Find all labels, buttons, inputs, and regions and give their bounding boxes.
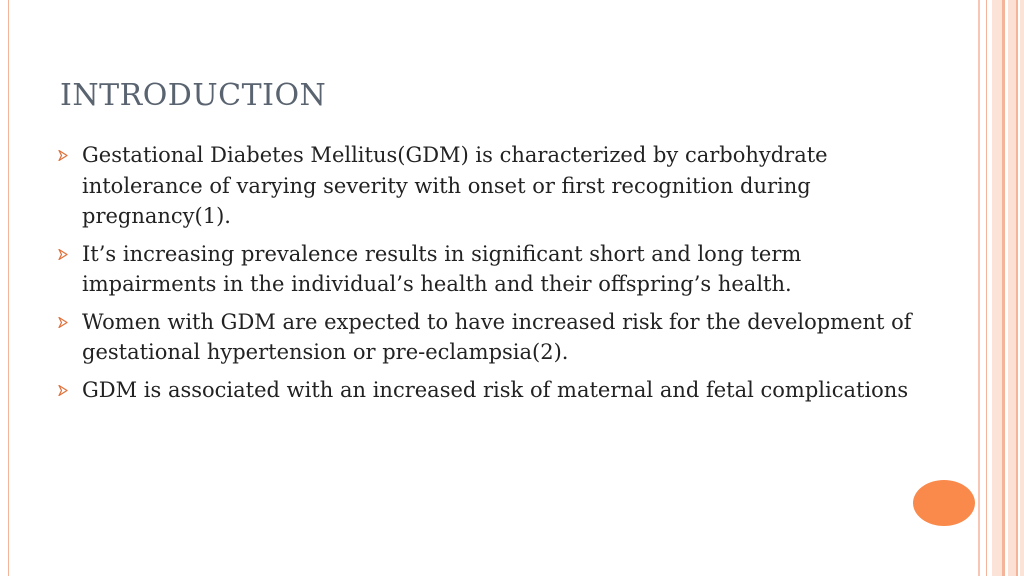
stripe [1016, 0, 1018, 576]
arrow-bullet-icon [58, 140, 82, 162]
list-item [58, 239, 938, 300]
stripe [992, 0, 1002, 576]
stripe [1008, 0, 1016, 576]
bullet-text: Gestational Diabetes Mellitus(GDM) is characterized by carbohydrate intolerance of varying severity with onset or first recognition during pregnancy(1). [82, 143, 828, 228]
list-item [58, 140, 938, 232]
stripe [1020, 0, 1024, 576]
right-decorative-stripes [978, 0, 1024, 576]
slide-title: INTRODUCTION [60, 78, 327, 113]
arrow-bullet-icon [58, 307, 82, 329]
bullet-list [58, 140, 938, 412]
stripe [1002, 0, 1005, 576]
list-item [58, 375, 938, 406]
bullet-text: Women with GDM are expected to have increased risk for the development of gestational hypertension or pre-eclampsia(2). [82, 309, 912, 364]
arrow-bullet-icon [58, 239, 82, 261]
bullet-text: It’s increasing prevalence results in significant short and long term impairments in the individual’s health and their offspring’s health. [82, 241, 802, 296]
list-item [58, 307, 938, 368]
left-border-line [8, 0, 9, 576]
stripe [986, 0, 987, 576]
stripe [978, 0, 980, 576]
arrow-bullet-icon [58, 375, 82, 397]
orange-circle-decoration [913, 480, 975, 526]
bullet-text: GDM is associated with an increased risk of maternal and fetal complications [82, 377, 909, 402]
